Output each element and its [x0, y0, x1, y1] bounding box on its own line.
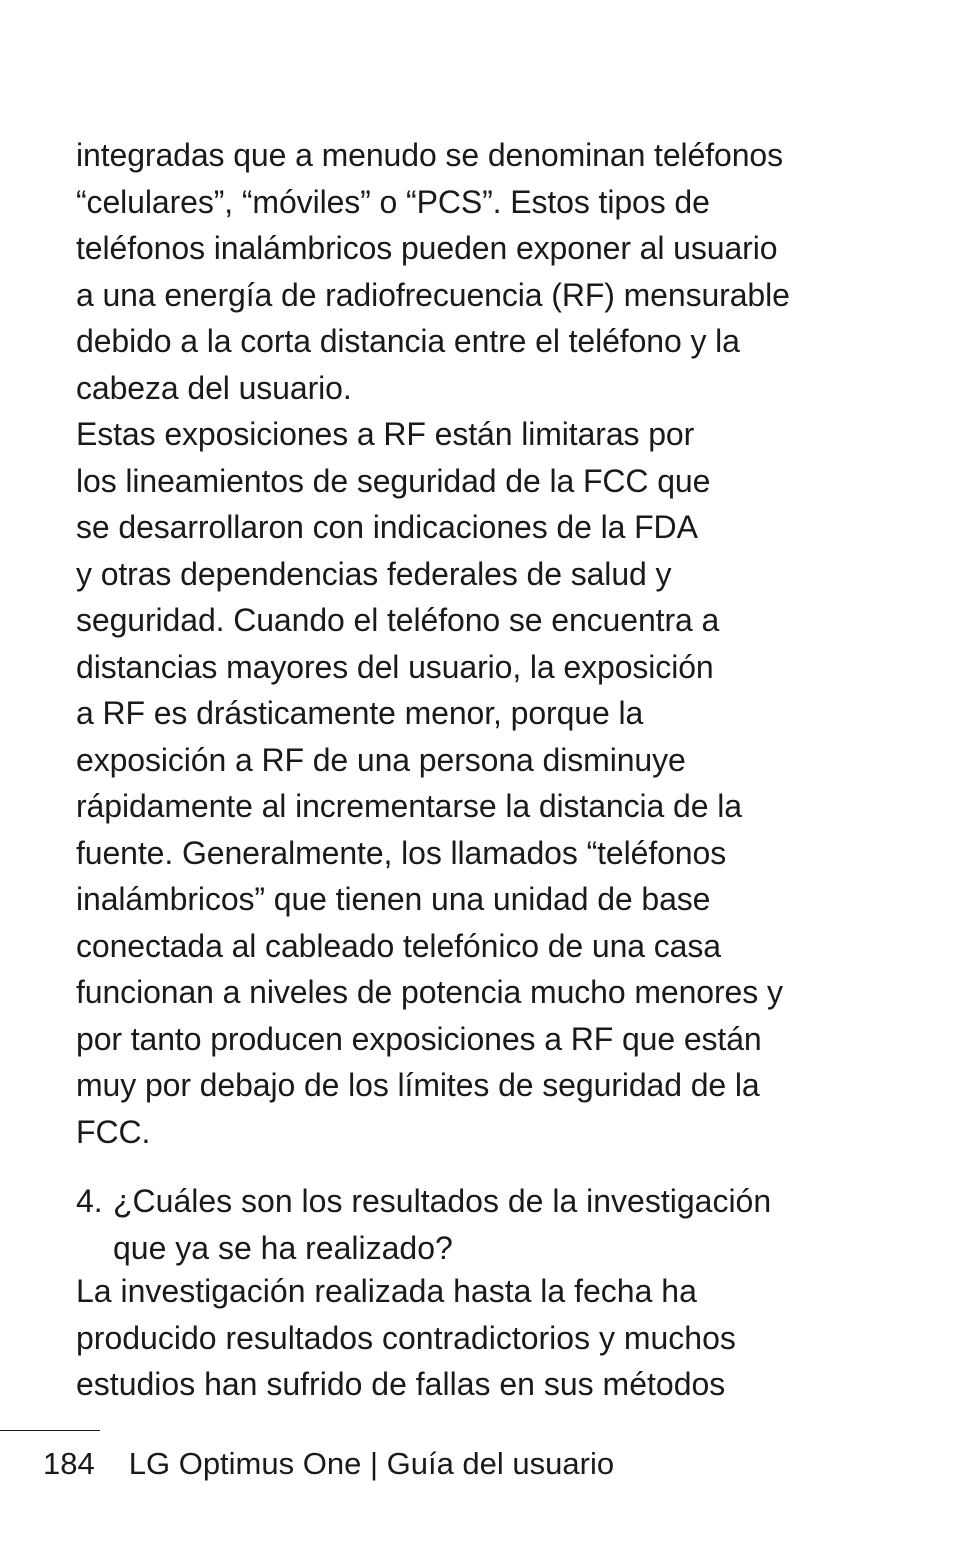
- text-line: exposición a RF de una persona disminuye: [76, 741, 686, 778]
- text-line: los lineamientos de seguridad de la FCC que: [76, 462, 711, 499]
- text-line: producido resultados contradictorios y muchos: [76, 1319, 736, 1356]
- text-line: a RF es drásticamente menor, porque la: [76, 695, 644, 731]
- footer-title: LG Optimus One | Guía del usuario: [128, 1446, 615, 1481]
- text-line: se desarrollaron con indicaciones de la FDA: [76, 509, 698, 545]
- text-line: muy por debajo de los límites de seguridad de la: [76, 1067, 760, 1103]
- text-line: por tanto producen exposiciones a RF que están: [76, 1020, 762, 1057]
- text-line: a una energía de radiofrecuencia (RF) mensurable: [76, 276, 790, 313]
- text-line: seguridad. Cuando el teléfono se encuentra a: [76, 602, 720, 638]
- text-line: La investigación realizada hasta la fecha ha: [76, 1273, 697, 1309]
- text-line: fuente. Generalmente, los llamados “teléfonos: [76, 834, 727, 871]
- text-line: “celulares”, “móviles” o “PCS”. Estos tipos de: [76, 183, 710, 220]
- text-line: conectada al cableado telefónico de una casa: [76, 927, 721, 964]
- text-line: Estas exposiciones a RF están limitaras por: [76, 416, 695, 452]
- paragraph-3: [76, 1268, 876, 1408]
- text-line: distancias mayores del usuario, la exposición: [76, 648, 714, 685]
- text-line: debido a la corta distancia entre el teléfono y la: [76, 323, 740, 359]
- footer-divider: [0, 1430, 100, 1431]
- text-line: cabeza del usuario.: [76, 369, 352, 406]
- text-line: funcionan a niveles de potencia mucho menores y: [76, 974, 783, 1010]
- page-number: 184: [43, 1446, 95, 1481]
- text-line: inalámbricos” que tienen una unidad de base: [76, 881, 711, 917]
- text-line: integradas que a menudo se denominan teléfonos: [76, 137, 784, 173]
- heading-line: ¿Cuáles son los resultados de la investigación: [113, 1183, 772, 1219]
- paragraph-1: [76, 132, 876, 411]
- page-footer: [43, 1442, 614, 1486]
- text-line: rápidamente al incrementarse la distancia de la: [76, 788, 742, 824]
- body-paragraphs: [76, 132, 876, 1155]
- text-line: y otras dependencias federales de salud y: [76, 555, 672, 592]
- heading-line: que ya se ha realizado?: [113, 1229, 453, 1266]
- text-line: teléfonos inalámbricos pueden exponer al usuario: [76, 230, 778, 266]
- heading-number: 4.: [76, 1183, 103, 1219]
- heading-text: [113, 1178, 771, 1271]
- text-line: estudios han sufrido de fallas en sus métodos: [76, 1366, 726, 1402]
- text-line: FCC.: [76, 1113, 151, 1150]
- paragraph-2: [76, 411, 876, 1155]
